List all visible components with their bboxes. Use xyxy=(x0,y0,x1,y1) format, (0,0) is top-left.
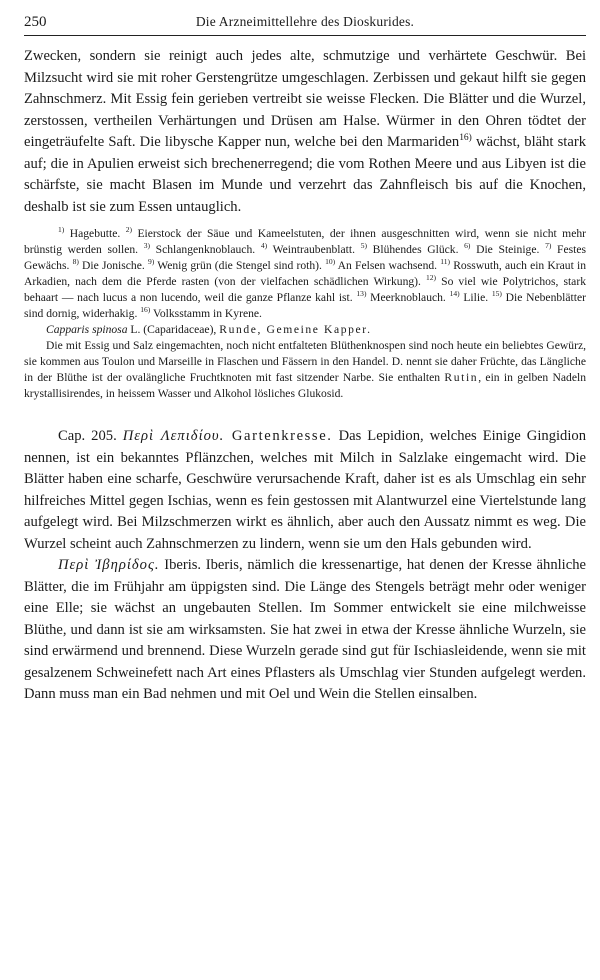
latin-name: Capparis spinosa xyxy=(46,323,128,336)
footnote-number: 9) xyxy=(147,257,155,267)
footnote-text: Die Nebenblätter sind dornig, widerhakig. xyxy=(24,291,586,320)
chapter-label: Cap. 205. xyxy=(58,428,123,444)
paragraph-capparis-end xyxy=(24,46,586,218)
greek-title: Περὶ Λεπιδίου. xyxy=(122,428,225,444)
page-header xyxy=(24,14,586,36)
footnote-number: 10) xyxy=(325,257,336,267)
footnote-number: 4) xyxy=(260,241,268,251)
footnote-text: Volksstamm in Kyrene. xyxy=(150,307,262,320)
chapter-text: Das Lepidion, welches Einige Gingidion nennen, ist ein bekanntes Pflänzchen, welches mit Milch in Salzlake eingemacht wird. Die Blätter haben eine scharfe, Geschwüre verursachende Kraft, daher ist es als Umschlag ein sehr hilfreiches Mittel gegen Ischias, wenn es fein gestossen mit Alantwurzel eine Viertelstunde lang aufgelegt wird. Bei Milzschmerzen wirkt es ähnlich, aber auch den Aussatz nimmt es weg. Die Wurzel scheint auch Zahnschmerzen zu lindern, wenn sie um den Hals gebunden wird. xyxy=(24,428,586,552)
footnote-number: 7) xyxy=(545,241,552,251)
footnote-text: Die Jonische. xyxy=(78,259,148,272)
footnote-number: 13) xyxy=(356,289,367,299)
footnote-number: 3) xyxy=(143,241,150,251)
footnote-text: Rosswuth, auch ein Kraut in Arkadien, nach dem die Pferde rasten (von der vielfachen schädlichen Wirkung). xyxy=(24,259,587,288)
chapter-205 xyxy=(24,426,586,555)
footnote-text: An Felsen wachsend. xyxy=(335,259,441,272)
footnote-text: Festes Gewächs. xyxy=(24,243,586,272)
footnote-number: 6) xyxy=(464,241,471,251)
footnote-number: 12) xyxy=(426,273,437,283)
footnote-text: So viel wie Polytrichos, stark behaart — nach lucus a non lucendo, weil die ganze Pflanze kahl ist. xyxy=(24,275,586,304)
footnote-number: 8) xyxy=(72,257,79,267)
running-title: Die Arzneimittellehre des Dioskurides. xyxy=(195,14,415,29)
section-iberis xyxy=(24,555,586,706)
footnote-text: Meerknoblauch. xyxy=(366,291,450,304)
page-number: 250 xyxy=(24,14,47,30)
footnote-text: Hagebutte. xyxy=(64,227,126,240)
footnote-text: Eierstock der Säue und Kameelstuten, der ihnen ausgeschnitten wird, wenn sie nicht mehr brünstig werden sollen. xyxy=(24,227,587,256)
footnote-text: Die Steinige. xyxy=(470,243,546,256)
botanical-heading xyxy=(24,322,586,338)
footnote-ref-16: 16) xyxy=(459,133,472,144)
footnote-number: 11) xyxy=(440,257,451,267)
commentary-text: Die mit Essig und Salz eingemachten, noch nicht entfalteten Blüthenknospen sind noch heute ein beliebtes Gewürz, sie kommen aus Toulon und Marseille in Flaschen und Fässern in den Handel. D. nennt sie daher Früchte, das Längliche in der Blüthe ist der ovalängliche Fruchtknoten mit fast sitzender Narbe. Sie enthalten xyxy=(24,339,586,384)
paragraph-text-rest: wächst, bläht stark auf; die in Apulien erweist sich brechenerregend; die vom Rothen Meere und aus Libyen ist die schärfste, sie macht Blasen im Munde und verzehrt das Zahnfleisch bis auf die Knochen, deshalb ist sie zum Essen untauglich. xyxy=(24,134,586,215)
footnote-text: Weintraubenblatt. xyxy=(267,243,361,256)
footnote-number: 14) xyxy=(449,289,460,299)
footnote-number: 15) xyxy=(491,289,502,299)
plant-family: L. (Caparidaceae), xyxy=(127,323,220,336)
footnotes xyxy=(24,226,586,322)
greek-title-iberis: Περὶ Ἰβηρίδος. xyxy=(58,557,160,573)
common-name: Runde, Gemeine Kapper. xyxy=(219,323,372,336)
footnote-text: Lilie. xyxy=(459,291,492,304)
rutin-term: Rutin xyxy=(444,371,479,384)
botanical-commentary xyxy=(24,338,586,402)
footnote-number: 1) xyxy=(58,225,65,235)
paragraph-text: Zwecken, sondern sie reinigt auch jedes alte, schmutzige und verhärtete Geschwür. Bei Milzsucht wird sie mit roher Gerstengrütze umgeschlagen. Zerbissen und gekaut hilft sie gegen Zahnschmerz. Mit Essig fein gerieben vertreibt sie weisse Flecken. Die Blätter und die Wurzel, zerstossen, vertheilen Verhärtungen und Drüsen am Halse. Würmer in den Ohren tödtet der eingeträufelte Saft. Die libysche Kapper nun, welche bei den Marmariden xyxy=(24,48,586,150)
chapter-title: Gartenkresse. xyxy=(224,428,333,444)
footnote-number: 16) xyxy=(140,305,151,315)
footnote-text: Wenig grün (die Stengel sind roth). xyxy=(154,259,326,272)
iberis-text: Iberis. Iberis, nämlich die kressenartige, hat denen der Kresse ähnliche Blätter, die im Frühjahr am üppigsten sind. Die Länge des Stengels beträgt mehr oder weniger eine Elle; sie wächst an ungebauten Stellen. Im Sommer entwickelt sie eine milchweisse Blüthe, und dann ist sie am wirksamsten. Sie hat zwei in etwa der Kresse ähnliche Wurzeln, sie sind erwärmend und brennend. Diese Wurzeln gerade sind gut für Ischiasleidende, wenn sie mit gesalzenem Schweinefett nach Art eines Pflasters als Umschlag vier Stunden aufgelegt werden. Dann muss man ein Bad nehmen und mit Oel und Wein die Stellen einsalben. xyxy=(24,557,586,702)
footnote-list xyxy=(24,227,586,320)
section-gap xyxy=(24,402,586,426)
footnote-text: Blühendes Glück. xyxy=(366,243,465,256)
footnote-number: 5) xyxy=(360,241,367,251)
footnote-text: Schlangenknoblauch. xyxy=(150,243,261,256)
footnote-number: 2) xyxy=(125,225,133,235)
commentary-text-rest: , ein in gelben Nadeln krystallisirendes, in heissem Wasser und Alkohol lösliches Glukosid. xyxy=(24,371,586,400)
